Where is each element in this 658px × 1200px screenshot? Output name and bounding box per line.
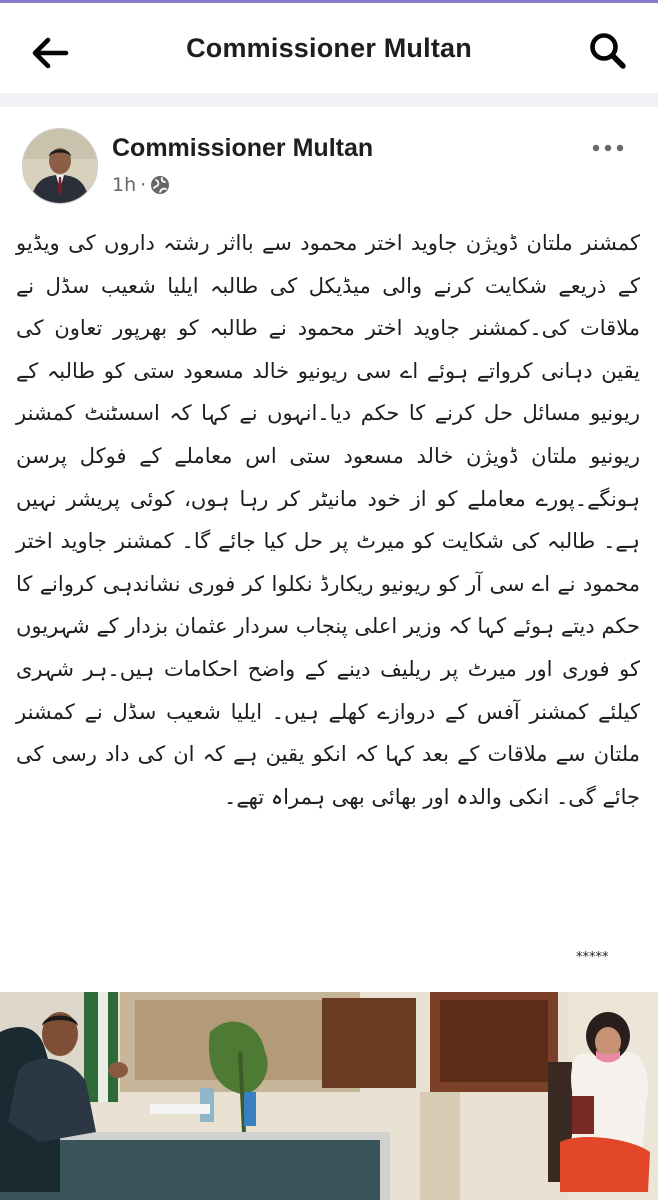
post-stars: ***** [576, 950, 609, 965]
search-icon [584, 27, 632, 75]
post-photo[interactable] [0, 992, 658, 1200]
post-author-name[interactable]: Commissioner Multan [112, 134, 374, 162]
section-divider [0, 93, 658, 107]
page-title: Commissioner Multan [186, 33, 472, 63]
post-meta [112, 174, 170, 196]
app-header [0, 3, 658, 93]
search-button[interactable] [584, 27, 632, 75]
more-options-button[interactable] [588, 136, 628, 160]
avatar[interactable] [22, 128, 98, 204]
more-horizontal-icon [588, 136, 628, 160]
post-body-text: کمشنر ملتان ڈویژن جاوید اختر محمود سے بااثر رشتہ داروں کی ویڈیو کے ذریعے شکایت کرنے والی میڈیکل کی طالبہ ایلیا شعیب سڈل نے ملاقات کی۔کمشنر جاوید اختر محمود نے طالبہ کو بھرپور تعاون کی یقین دہانی کرواتے ہوئے اے سی ریونیو خالد مسعود ستی کو طالبہ کے ریونیو مسائل حل کرنے کا حکم دیا۔انہوں نے کہا کہ اسسٹنٹ کمشنر ریونیو ملتان ڈویژن خالد مسعود ستی اس معاملے کے فوکل پرسن ہونگے۔پورے معاملے کو از خود مانیٹر کر رہا ہوں، کوئی پریشر نہیں ہے۔ طالبہ کی شکایت کو میرٹ پر حل کیا جائے گا۔ کمشنر جاوید اختر محمود نے اے سی آر کو ریونیو ریکارڈ نکلوا کر فوری نشاندہی کروانے کا حکم دیتے ہوئے کہا کہ وزیر اعلی پنجاب سردار عثمان بزدار کے شہریوں کو فوری اور میرٹ پر ریلیف دینے کے واضح احکامات ہیں۔ہر شہری کیلئے کمشنر آفس کے دروازے کھلے ہیں۔ ایلیا شعیب سڈل نے کمشنر ملتان سے ملاقات کے بعد کہا کہ انکو یقین ہے کہ ان کی داد رسی کی جائے گی۔ انکی والدہ اور بھائی بھی ہمراہ تھے۔ [16, 231, 640, 809]
post-header [0, 120, 658, 210]
meta-separator: · [140, 174, 147, 196]
meeting-photo [0, 992, 658, 1200]
globe-icon [150, 175, 170, 195]
avatar-photo [23, 129, 97, 203]
post-time[interactable]: 1h [112, 174, 137, 196]
